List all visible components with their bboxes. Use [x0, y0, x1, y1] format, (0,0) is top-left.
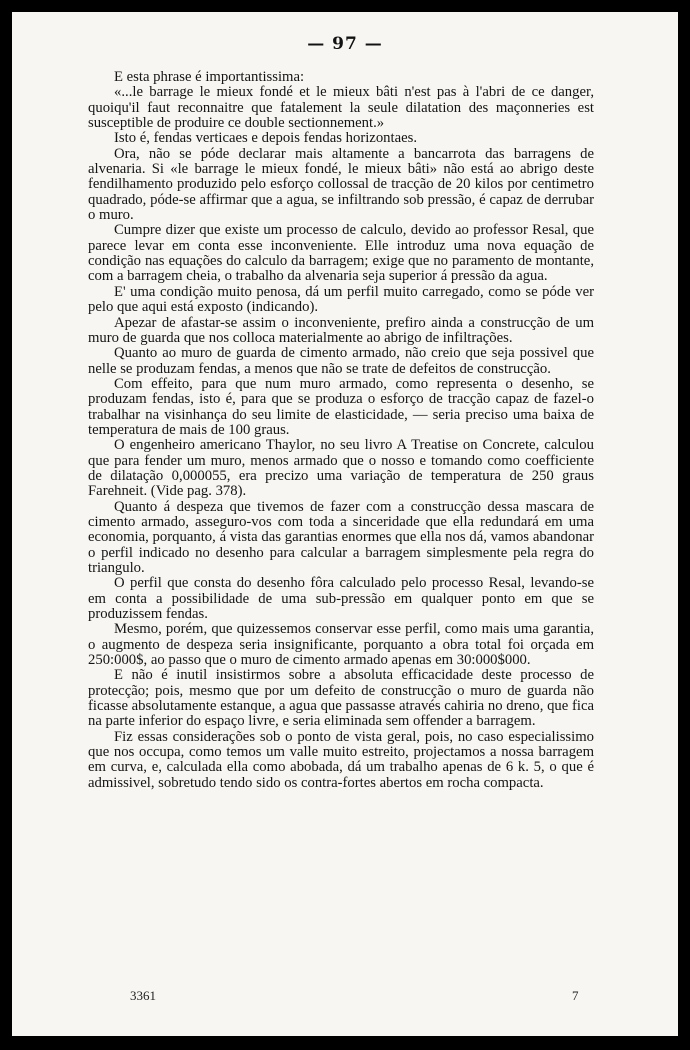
- footer-sheet-number: 7: [572, 988, 579, 1003]
- paragraph: Isto é, fendas verticaes e depois fendas horizontaes.: [114, 130, 418, 147]
- paragraph: Quanto ao muro de guarda de cimento armado, não creio que seja possivel que nelle se produzam fendas, a menos que não se trate de defeitos de construcção.: [88, 345, 594, 377]
- body-text: [88, 70, 594, 791]
- paragraph: Fiz essas considerações sob o ponto de vista geral, pois, no caso especialissimo que nos occupa, como temos um valle muito estreito, projectamos a nossa barragem em curva, e, calculada ella como abobada, dá um trabalho apenas de 6 k. 5, o que é admissivel, sobretudo tendo sido os contra-fortes abertos em rocha compacta.: [88, 728, 594, 791]
- document-page: [12, 12, 678, 1036]
- footer-signature-number: 3361: [130, 988, 156, 1003]
- paragraph: O engenheiro americano Thaylor, no seu livro A Treatise on Concrete, calculou que para fender um muro, menos armado que o nosso e tomando como coefficiente de dilatação 0,000055, era precizo uma variação de temperatura de 250 graus Farehneit. (Vide pag. 378).: [88, 437, 594, 500]
- paragraph: Com effeito, para que num muro armado, como representa o desenho, se produzam fendas, isto é, para que se produza o esforço de tracção capaz de fazel-o trabalhar na visinhança do seu limite de elasticidade, — seria preciso uma baixa de temperatura de mais de 100 graus.: [88, 375, 594, 438]
- paragraph: Cumpre dizer que existe um processo de calculo, devido ao professor Resal, que parece levar em conta esse inconveniente. Elle introduz uma nova equação de condição nas equações do calculo da barragem; exige que no paramento de montante, com a barragem cheia, o trabalho da alvenaria seja superior á pressão da agua.: [88, 222, 594, 285]
- paragraph: E não é inutil insistirmos sobre a absoluta efficacidade deste processo de protecção; pois, mesmo que por um defeito de construcção o muro de guarda não ficasse absolutamente estanque, a agua que passasse através cahiria no dreno, que fica na parte inferior do espaço livre, e seria eliminada sem offender a barragem.: [88, 667, 594, 730]
- paragraph: Ora, não se póde declarar mais altamente a bancarrota das barragens de alvenaria. Si «le barrage le mieux fondé, le mieux bâti» não está ao abrigo deste fendilhamento produzido pelo esforço collossal de tracção de 20 kilos por centimetro quadrado, póde-se affirmar que a agua, se infiltrando sob pressão, é capaz de derrubar o muro.: [88, 145, 594, 224]
- paragraph: «...le barrage le mieux fondé et le mieux bâti n'est pas à l'abri de ce danger, quoiqu'il faut reconnaitre que fatalement la seule dilatation des maçonneries est susceptible de produire ce double sectionnement.»: [88, 84, 594, 132]
- page-number: — 97 —: [307, 34, 383, 54]
- paragraph: Apezar de afastar-se assim o inconveniente, prefiro ainda a construcção de um muro de guarda que nos colloca materialmente ao abrigo de infiltrações.: [88, 314, 594, 346]
- paragraph: Mesmo, porém, que quizessemos conservar esse perfil, como mais uma garantia, o augmento de despeza seria insignificante, porquanto a obra total foi orçada em 250:000$, ao passo que o muro de cimento armado apenas em 30:000$000.: [88, 621, 594, 669]
- paragraph: E esta phrase é importantissima:: [114, 69, 305, 85]
- paragraph: Quanto á despeza que tivemos de fazer com a construcção dessa mascara de cimento armado, asseguro-vos com toda a sinceridade que ella redundará em uma economia, porquanto, á vista das garantias enormes que ella nos dá, vamos abandonar o perfil indicado no desenho para calcular a barragem simplesmente pela regra do triangulo.: [88, 498, 594, 576]
- paragraph: O perfil que consta do desenho fôra calculado pelo processo Resal, levando-se em conta a possibilidade de uma sub-pressão em qualquer ponto em que se produzissem fendas.: [88, 575, 594, 623]
- paragraph: E' uma condição muito penosa, dá um perfil muito carregado, como se póde ver pelo que aqui está exposto (indicando).: [88, 283, 594, 316]
